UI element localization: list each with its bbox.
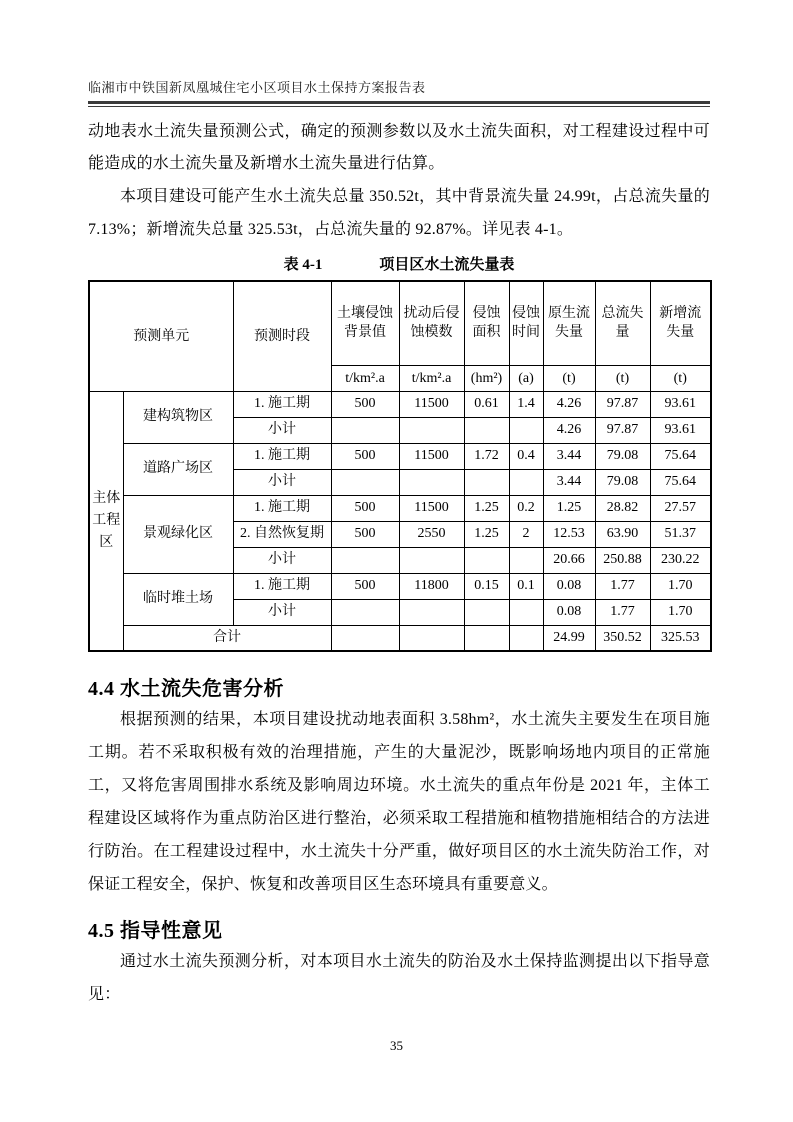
table-cell: 4.26 (543, 417, 595, 443)
period-cell: 1. 施工期 (233, 443, 331, 469)
table-cell: 93.61 (650, 391, 711, 417)
table-cell (399, 599, 464, 625)
header-col-new-loss: 新增流失量 (650, 281, 711, 365)
table-row (89, 573, 711, 599)
table-cell: 350.52 (595, 625, 650, 651)
header-col-total-loss: 总流失量 (595, 281, 650, 365)
table-cell: 500 (331, 391, 399, 417)
section-4-5-paragraph: 通过水土流失预测分析，对本项目水土流失的防治及水土保持监测提出以下指导意见： (88, 953, 710, 1003)
table-cell (331, 547, 399, 573)
table-cell (464, 417, 509, 443)
table-cell (464, 599, 509, 625)
table-cell (399, 469, 464, 495)
table-caption-label: 表 4-1 (283, 257, 323, 273)
table-cell (331, 469, 399, 495)
header-col-erosion-time: 侵蚀时间 (509, 281, 543, 365)
table-cell: 51.37 (650, 521, 711, 547)
table-cell (509, 469, 543, 495)
header-col-background: 土壤侵蚀背景值 (331, 281, 399, 365)
region-main-project-area: 主体工程区 (89, 391, 123, 651)
table-cell (464, 625, 509, 651)
table-cell: 79.08 (595, 469, 650, 495)
table-cell: 1.70 (650, 599, 711, 625)
unit-total-loss: (t) (595, 365, 650, 391)
table-cell: 500 (331, 573, 399, 599)
table-cell: 27.57 (650, 495, 711, 521)
group-landscape-green-area: 景观绿化区 (123, 495, 233, 573)
table-cell: 250.88 (595, 547, 650, 573)
unit-background: t/km².a (331, 365, 399, 391)
table-cell: 3.44 (543, 443, 595, 469)
table-cell: 2550 (399, 521, 464, 547)
header-col-erosion-area: 侵蚀面积 (464, 281, 509, 365)
header-col-original-loss: 原生流失量 (543, 281, 595, 365)
table-cell: 3.44 (543, 469, 595, 495)
table-cell (509, 417, 543, 443)
table-cell (509, 547, 543, 573)
table-cell: 75.64 (650, 469, 711, 495)
table-header-row (89, 281, 711, 365)
table-cell: 0.61 (464, 391, 509, 417)
table-cell (399, 417, 464, 443)
table-cell: 500 (331, 521, 399, 547)
table-caption-title: 项目区水土流失量表 (379, 257, 515, 273)
period-cell: 1. 施工期 (233, 391, 331, 417)
table-cell (399, 547, 464, 573)
table-cell (509, 625, 543, 651)
group-temporary-soil-yard: 临时堆土场 (123, 573, 233, 625)
header-prediction-unit: 预测单元 (89, 281, 233, 391)
table-cell: 1.72 (464, 443, 509, 469)
table-cell: 4.26 (543, 391, 595, 417)
table-cell: 63.90 (595, 521, 650, 547)
period-cell: 小计 (233, 599, 331, 625)
paragraph-continued: 动地表水土流失量预测公式，确定的预测参数以及水土流失面积，对工程建设过程中可能造成的水土流失量及新增水土流失量进行估算。 (88, 123, 710, 172)
period-cell: 小计 (233, 547, 331, 573)
table-cell: 1.4 (509, 391, 543, 417)
table-caption (88, 254, 710, 276)
section-heading-4-5: 4.5 指导性意见 (88, 920, 223, 942)
unit-disturbed-modulus: t/km².a (399, 365, 464, 391)
paragraph-summary: 本项目建设可能产生水土流失总量 350.52t，其中背景流失量 24.99t，占总流失量的 7.13%；新增流失总量 325.53t，占总流失量的 92.87%。详见表 4-1。 (88, 188, 710, 238)
table-cell: 20.66 (543, 547, 595, 573)
table-cell: 1.25 (543, 495, 595, 521)
table-row (89, 443, 711, 469)
table-cell: 11500 (399, 391, 464, 417)
table-cell: 0.4 (509, 443, 543, 469)
running-header-title: 临湘市中铁国新凤凰城住宅小区项目水土保持方案报告表 (88, 80, 426, 95)
table-cell (464, 469, 509, 495)
table-cell: 1.77 (595, 573, 650, 599)
table-cell (509, 599, 543, 625)
period-cell: 小计 (233, 469, 331, 495)
table-cell: 12.53 (543, 521, 595, 547)
unit-erosion-time: (a) (509, 365, 543, 391)
period-cell: 2. 自然恢复期 (233, 521, 331, 547)
table-cell (399, 625, 464, 651)
table-cell: 2 (509, 521, 543, 547)
table-cell: 28.82 (595, 495, 650, 521)
section-heading-4-4: 4.4 水土流失危害分析 (88, 678, 284, 700)
table-cell: 1.77 (595, 599, 650, 625)
soil-loss-table (88, 280, 712, 652)
table-cell: 75.64 (650, 443, 711, 469)
table-cell: 230.22 (650, 547, 711, 573)
table-cell: 24.99 (543, 625, 595, 651)
table-total-row (89, 625, 711, 651)
table-cell: 500 (331, 495, 399, 521)
table-cell: 1.25 (464, 495, 509, 521)
table-cell (464, 547, 509, 573)
table-cell: 93.61 (650, 417, 711, 443)
header-rule-thin (88, 106, 710, 107)
unit-new-loss: (t) (650, 365, 711, 391)
period-cell: 1. 施工期 (233, 495, 331, 521)
table-cell (331, 599, 399, 625)
table-cell: 11800 (399, 573, 464, 599)
table-cell: 325.53 (650, 625, 711, 651)
table-cell: 500 (331, 443, 399, 469)
table-cell: 0.2 (509, 495, 543, 521)
header-col-disturbed-modulus: 扰动后侵蚀模数 (399, 281, 464, 365)
table-cell (331, 625, 399, 651)
page-number: 35 (390, 1038, 403, 1053)
header-prediction-period: 预测时段 (233, 281, 331, 391)
group-buildings-area: 建构筑物区 (123, 391, 233, 443)
table-cell: 97.87 (595, 391, 650, 417)
table-cell: 0.1 (509, 573, 543, 599)
table-cell: 1.25 (464, 521, 509, 547)
unit-erosion-area: (hm²) (464, 365, 509, 391)
unit-original-loss: (t) (543, 365, 595, 391)
table-cell: 11500 (399, 495, 464, 521)
total-label-cell: 合计 (123, 625, 331, 651)
table-cell (331, 417, 399, 443)
period-cell: 1. 施工期 (233, 573, 331, 599)
table-row (89, 495, 711, 521)
table-cell: 0.08 (543, 573, 595, 599)
table-cell: 0.08 (543, 599, 595, 625)
table-cell: 79.08 (595, 443, 650, 469)
header-rule-thick (88, 101, 710, 104)
table-cell: 97.87 (595, 417, 650, 443)
group-road-square-area: 道路广场区 (123, 443, 233, 495)
table-cell: 11500 (399, 443, 464, 469)
table-row (89, 391, 711, 417)
table-cell: 1.70 (650, 573, 711, 599)
table-cell: 0.15 (464, 573, 509, 599)
period-cell: 小计 (233, 417, 331, 443)
section-4-4-paragraph: 根据预测的结果，本项目建设扰动地表面积 3.58hm²，水土流失主要发生在项目施工期。若不采取积极有效的治理措施，产生的大量泥沙，既影响场地内项目的正常施工，又将危害周围排水系统及影响周边环境。水土流失的重点年份是 2021 年，主体工程建设区域将作为重点防治区进行整治，必须采取工程措施和植物措施相结合的方法进行防治。在工程建设过程中，水土流失十分严重，做好项目区的水土流失防治工作，对保证工程安全，保护、恢复和改善项目区生态环境具有重要意义。 (88, 711, 710, 893)
